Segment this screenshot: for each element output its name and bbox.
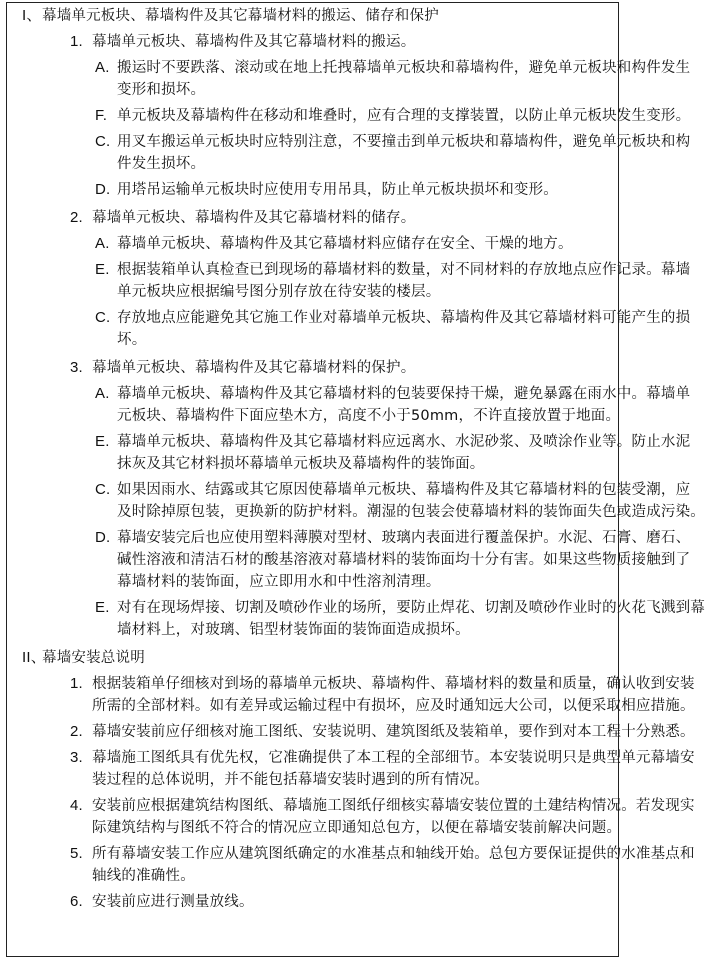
point-line-text: 安装前应根据建筑结构图纸、幕墙施工图纸仔细核实幕墙安装位置的土建结构情况。若发现实 <box>92 798 695 814</box>
item-line-text: 幕墙单元板块、幕墙构件及其它幕墙材料应远离水、水泥砂浆、及喷涂作业等。防止水泥 <box>117 434 691 450</box>
item-line-marker: C. <box>95 133 111 150</box>
section-heading-marker: II、 <box>22 649 46 666</box>
point-line-marker: 5. <box>70 845 83 862</box>
item-line-text: 单元板块应根据编号图分别存放在待安装的楼层。 <box>117 284 441 300</box>
point-line-marker: 1. <box>70 675 83 692</box>
item-line-marker: C. <box>95 309 111 326</box>
point-line-marker: 3. <box>70 749 83 766</box>
item-line-text: 墙材料上，对玻璃、铝型材装饰面的装饰面造成损坏。 <box>117 622 470 638</box>
subsection-heading-text: 幕墙单元板块、幕墙构件及其它幕墙材料的储存。 <box>92 210 416 226</box>
item-line-marker: A. <box>95 59 110 76</box>
item-line-text: 及时除掉原包装，更换新的防护材料。潮湿的包装会使幕墙材料的装饰面失色或造成污染。 <box>117 504 705 520</box>
point-line-marker: 6. <box>70 893 83 910</box>
point-line-text: 安装前应进行测量放线。 <box>92 894 254 910</box>
subsection-heading-marker: 3. <box>70 359 83 376</box>
subsection-heading-text: 幕墙单元板块、幕墙构件及其它幕墙材料的搬运。 <box>92 34 416 50</box>
item-line-text: 根据装箱单认真检查已到现场的幕墙材料的数量，对不同材料的存放地点应作记录。幕墙 <box>117 262 691 278</box>
item-line-text: 幕墙单元板块、幕墙构件及其它幕墙材料的包装要保持干燥，避免暴露在雨水中。幕墙单 <box>117 386 691 402</box>
section-heading-text: 幕墙单元板块、幕墙构件及其它幕墙材料的搬运、储存和保护 <box>42 8 439 24</box>
item-line-text: 对有在现场焊接、切割及喷砂作业的场所，要防止焊花、切割及喷砂作业时的火花飞溅到幕 <box>117 600 705 616</box>
subsection-heading-marker: 1. <box>70 33 83 50</box>
item-line-text: 抹灰及其它材料损坏幕墙单元板块及幕墙构件的装饰面。 <box>117 456 485 472</box>
item-line-marker: E. <box>95 433 110 450</box>
item-line-marker: E. <box>95 261 110 278</box>
point-line-text: 所有幕墙安装工作应从建筑图纸确定的水准基点和轴线开始。总包方要保证提供的水准基点和 <box>92 846 695 862</box>
item-line-text: 存放地点应能避免其它施工作业对幕墙单元板块、幕墙构件及其它幕墙材料可能产生的损 <box>117 310 691 326</box>
subsection-heading-marker: 2. <box>70 209 83 226</box>
item-line-text: 幕墙材料的装饰面，应立即用水和中性溶剂清理。 <box>117 574 441 590</box>
section-heading-text: 幕墙安装总说明 <box>42 650 145 666</box>
item-line-text: 如果因雨水、结露或其它原因使幕墙单元板块、幕墙构件及其它幕墙材料的包装受潮，应 <box>117 482 691 498</box>
item-line-text: 用叉车搬运单元板块时应特别注意，不要撞击到单元板块和幕墙构件，避免单元板块和构 <box>117 134 691 150</box>
item-line-text: 搬运时不要跌落、滚动或在地上托拽幕墙单元板块和幕墙构件，避免单元板块和构件发生 <box>117 60 691 76</box>
item-line-text: 变形和损坏。 <box>117 82 206 98</box>
item-line-text: 幕墙单元板块、幕墙构件及其它幕墙材料应储存在安全、干燥的地方。 <box>117 236 573 252</box>
point-line-text: 轴线的准确性。 <box>92 868 195 884</box>
point-line-text: 幕墙施工图纸具有优先权，它准确提供了本工程的全部细节。本安装说明只是典型单元幕墙安 <box>92 750 695 766</box>
item-line-marker: A. <box>95 385 110 402</box>
item-line-text: 碱性溶液和清洁石材的酸基溶液对幕墙材料的装饰面均十分有害。如果这些物质接触到了 <box>117 552 691 568</box>
point-line-text: 所需的全部材料。如有差异或运输过程中有损坏，应及时通知远大公司，以便采取相应措施。 <box>92 698 695 714</box>
item-line-marker: C. <box>95 481 111 498</box>
item-line-marker: D. <box>95 181 111 198</box>
point-line-text: 根据装箱单仔细核对到场的幕墙单元板块、幕墙构件、幕墙材料的数量和质量，确认收到安装 <box>92 676 695 692</box>
item-line-marker: A. <box>95 235 110 252</box>
item-line-text: 幕墙安装完后也应使用塑料薄膜对型材、玻璃内表面进行覆盖保护。水泥、石膏、磨石、 <box>117 530 691 546</box>
item-line-text: 坏。 <box>117 332 147 348</box>
point-line-marker: 4. <box>70 797 83 814</box>
item-line-marker: F. <box>95 107 108 124</box>
point-line-marker: 2. <box>70 723 83 740</box>
section-heading-marker: I、 <box>22 7 42 24</box>
item-line-text: 单元板块及幕墙构件在移动和堆叠时，应有合理的支撑装置，以防止单元板块发生变形。 <box>117 108 691 124</box>
item-line-text: 用塔吊运输单元板块时应使用专用吊具，防止单元板块损坏和变形。 <box>117 182 558 198</box>
item-line-text: 元板块、幕墙构件下面应垫木方，高度不小于50mm，不许直接放置于地面。 <box>117 408 621 424</box>
item-line-text: 件发生损坏。 <box>117 156 206 172</box>
point-line-text: 际建筑结构与图纸不符合的情况应立即通知总包方，以便在幕墙安装前解决问题。 <box>92 820 622 836</box>
item-line-marker: D. <box>95 529 111 546</box>
point-line-text: 幕墙安装前应仔细核对施工图纸、安装说明、建筑图纸及装箱单，要作到对本工程十分熟悉。 <box>92 724 695 740</box>
subsection-heading-text: 幕墙单元板块、幕墙构件及其它幕墙材料的保护。 <box>92 360 416 376</box>
item-line-marker: E. <box>95 599 110 616</box>
point-line-text: 装过程的总体说明，并不能包括幕墙安装时遇到的所有情况。 <box>92 772 489 788</box>
